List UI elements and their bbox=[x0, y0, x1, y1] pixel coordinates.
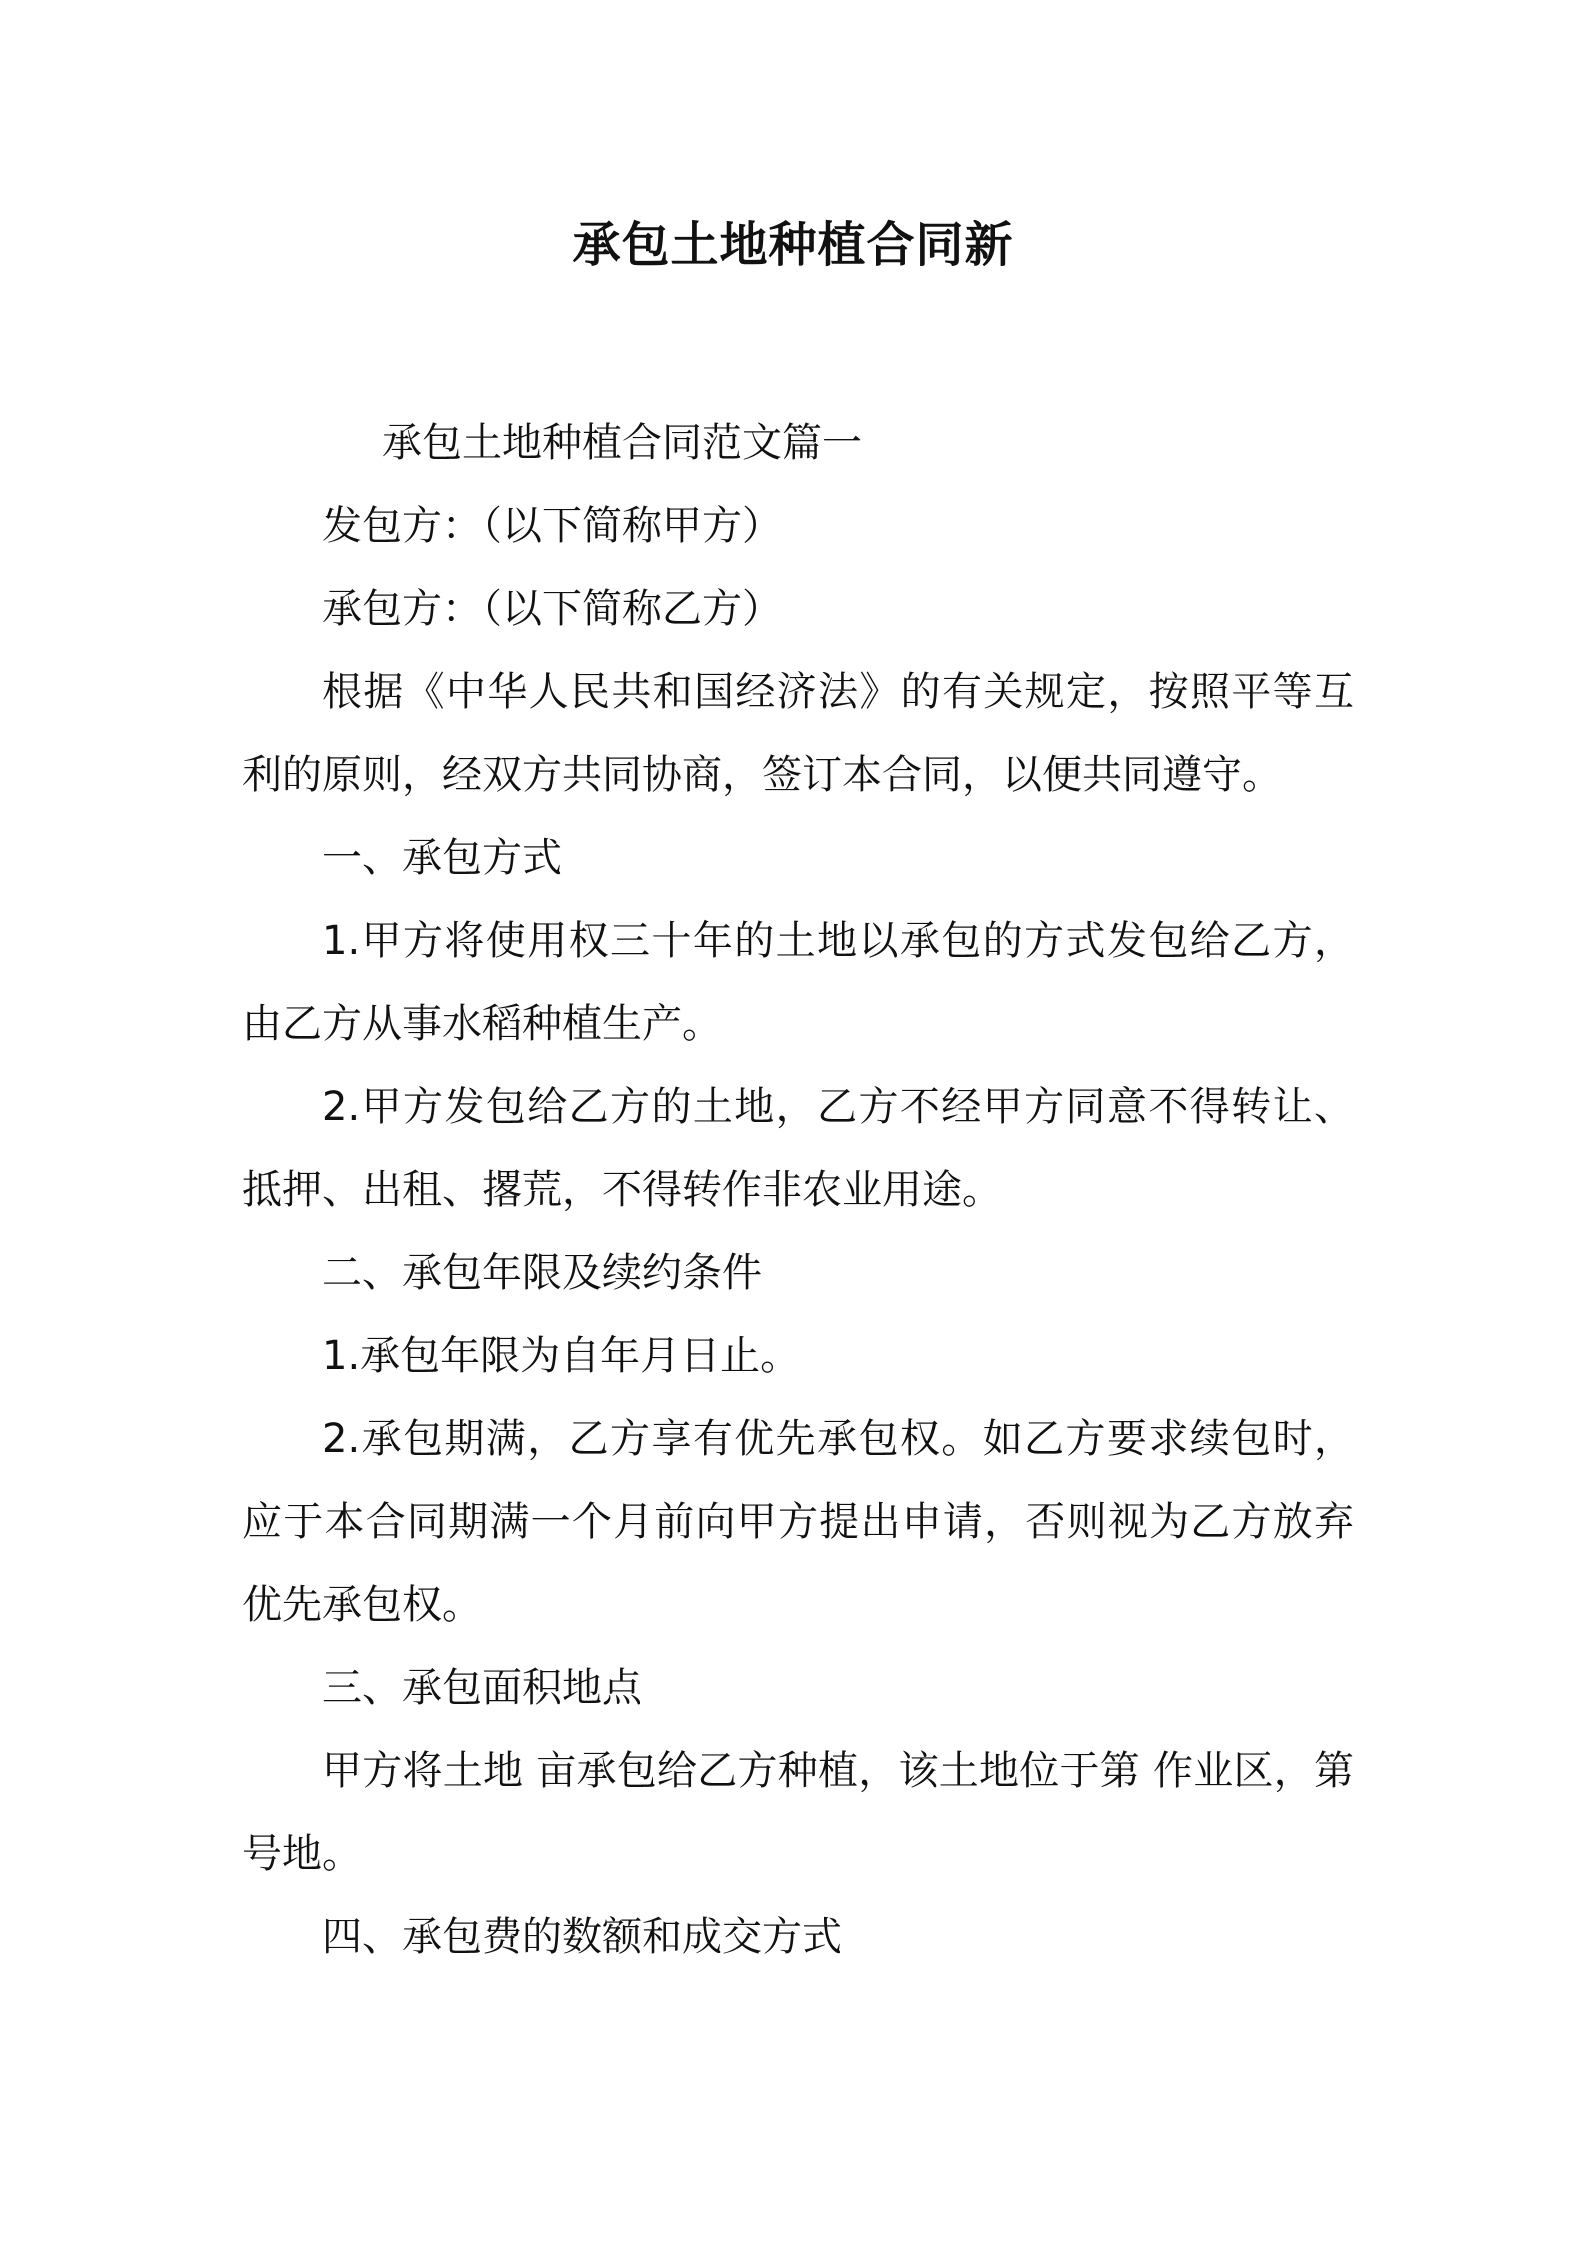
section-heading-3: 三、承包面积地点 bbox=[322, 1665, 642, 1711]
section-heading-2: 二、承包年限及续约条件 bbox=[322, 1250, 762, 1296]
document-body bbox=[242, 402, 1354, 1979]
clause-1-1: 1.甲方将使用权三十年的土地以承包的方式发包给乙方，由乙方从事水稻种植生产。 bbox=[242, 918, 1354, 1047]
clause-2-2: 2.承包期满，乙方享有优先承包权。如乙方要求续包时，应于本合同期满一个月前向甲方提出申请，否则视为乙方放弃优先承包权。 bbox=[242, 1416, 1354, 1628]
section-heading-1: 一、承包方式 bbox=[322, 835, 562, 881]
clause-2-1: 1.承包年限为自年月日止。 bbox=[322, 1333, 801, 1379]
clause-1-2: 2.甲方发包给乙方的土地，乙方不经甲方同意不得转让、抵押、出租、撂荒，不得转作非农业用途。 bbox=[242, 1084, 1354, 1213]
document-title: 承包土地种植合同新 bbox=[572, 217, 1014, 273]
section-heading-4: 四、承包费的数额和成交方式 bbox=[322, 1914, 842, 1960]
party-b-line: 承包方：（以下简称乙方） bbox=[322, 586, 782, 632]
preamble-paragraph: 根据《中华人民共和国经济法》的有关规定，按照平等互利的原则，经双方共同协商，签订本合同，以便共同遵守。 bbox=[242, 669, 1354, 798]
clause-3: 甲方将土地 亩承包给乙方种植，该土地位于第 作业区，第 号地。 bbox=[242, 1748, 1354, 1877]
party-a-line: 发包方：（以下简称甲方） bbox=[322, 503, 782, 549]
section-subtitle: 承包土地种植合同范文篇一 bbox=[382, 420, 862, 466]
